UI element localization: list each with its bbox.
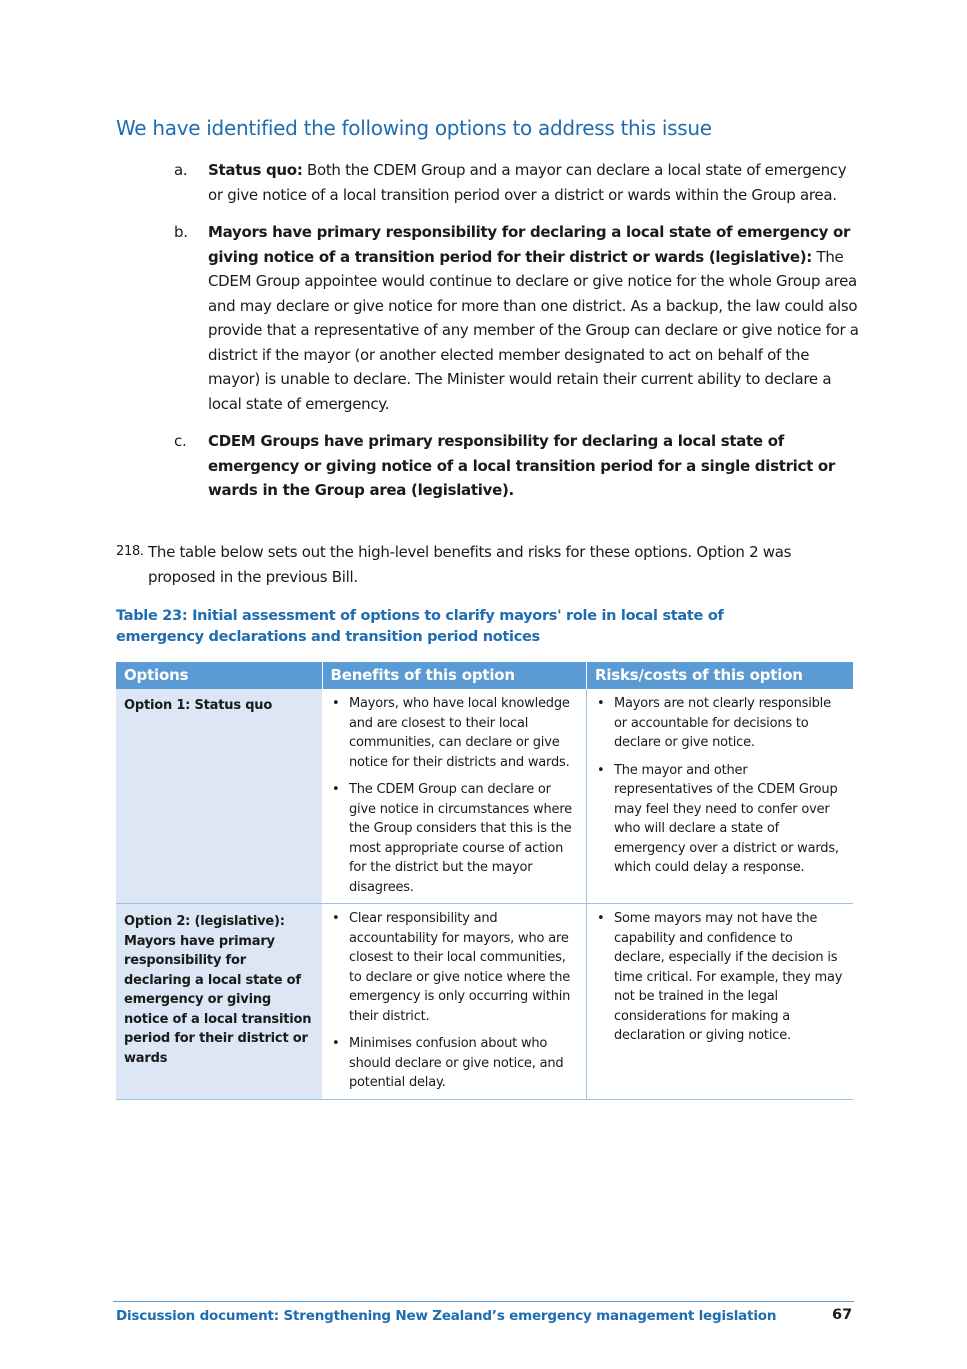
option-title: Status quo: [208,161,303,179]
section-heading: We have identified the following options to address this issue [116,116,712,140]
option-letter: b. [174,223,188,241]
list-item: • Minimises confusion about who should declare or give notice, and potential delay. [332,1036,564,1090]
option-item-b [174,220,864,416]
risks-cell [587,689,854,904]
assessment-table [116,662,853,1100]
paragraph-text: The table below sets out the high-level benefits and risks for these options. Option 2 was proposed in the previous Bill. [148,543,792,586]
benefits-cell [322,904,587,1100]
list-item: • Mayors are not clearly responsible or accountable for decisions to declare or give notice. [597,696,831,750]
list-item: • Some mayors may not have the capability and confidence to declare, especially if the decision is time critical. For example, they may not be trained in the legal considerations for making a declaration or giving notice. [597,911,843,1043]
option-letter: a. [174,161,188,179]
bullet-icon: • [332,1036,340,1051]
option-cell: Option 1: Status quo [116,689,322,904]
bullet-icon: • [332,911,340,926]
paragraph-number: 218. [116,544,144,559]
page-number: 67 [832,1307,853,1323]
header-options: Options [116,662,322,689]
footer-title: Discussion document: Strengthening New Zealand’s emergency management legislation [116,1308,777,1324]
benefits-cell [322,689,587,904]
option-title: CDEM Groups have primary responsibility for declaring a local state of emergency or giving notice of a local transition period for a single district or wards in the Group area (legislative). [208,432,836,499]
list-item: • The CDEM Group can declare or give notice in circumstances where the Group considers that this is the most appropriate course of action for the district but the mayor disagrees. [332,782,572,895]
bullet-icon: • [597,911,605,926]
bullet-icon: • [332,782,340,797]
table-caption: Table 23: Initial assessment of options to clarify mayors' role in local state of emergency declarations and transition period notices [116,608,724,645]
option-cell: Option 2: (legislative): Mayors have primary responsibility for declaring a local state of emergency or giving notice of a local transition period for their district or wards [116,904,322,1100]
list-item: • Clear responsibility and accountability for mayors, who are closest to their local communities, to declare or give notice where the emergency is only occurring within their district. [332,911,571,1024]
header-risks: Risks/costs of this option [587,662,854,689]
bullet-icon: • [332,696,340,711]
option-title: Mayors have primary responsibility for declaring a local state of emergency or giving notice of a transition period for their district or wards (legislative): [208,223,851,266]
list-item: • Mayors, who have local knowledge and are closest to their local communities, can declare or give notice for their districts and wards. [332,696,570,770]
bullet-icon: • [597,696,605,711]
options-list [174,158,864,503]
option-item-c [174,429,864,503]
table-row [116,689,853,904]
risks-cell [587,904,854,1100]
table-header-row [116,662,853,689]
option-item-a [174,158,864,207]
option-letter: c. [174,432,187,450]
footer-divider [113,1301,854,1302]
header-benefits: Benefits of this option [322,662,587,689]
table-row [116,904,853,1100]
list-item: • The mayor and other representatives of the CDEM Group may feel they need to confer over who will declare a state of emergency over a district or wards, which could delay a response. [597,762,839,875]
bullet-icon: • [597,762,605,778]
option-text: The CDEM Group appointee would continue to declare or give notice for the whole Group area and may declare or give notice for more than one district. As a backup, the law could also provide that a representative of any member of the Group can declare or give notice for a district if the mayor (or another elected member designated to act on behalf of the mayor) is unable to declare. The Minister would retain their current ability to declare a local state of emergency. [208,247,859,413]
option-text: Both the CDEM Group and a mayor can declare a local state of emergency or give notice of a local transition period over a district or wards within the Group area. [208,161,847,204]
paragraph-218 [116,540,836,589]
